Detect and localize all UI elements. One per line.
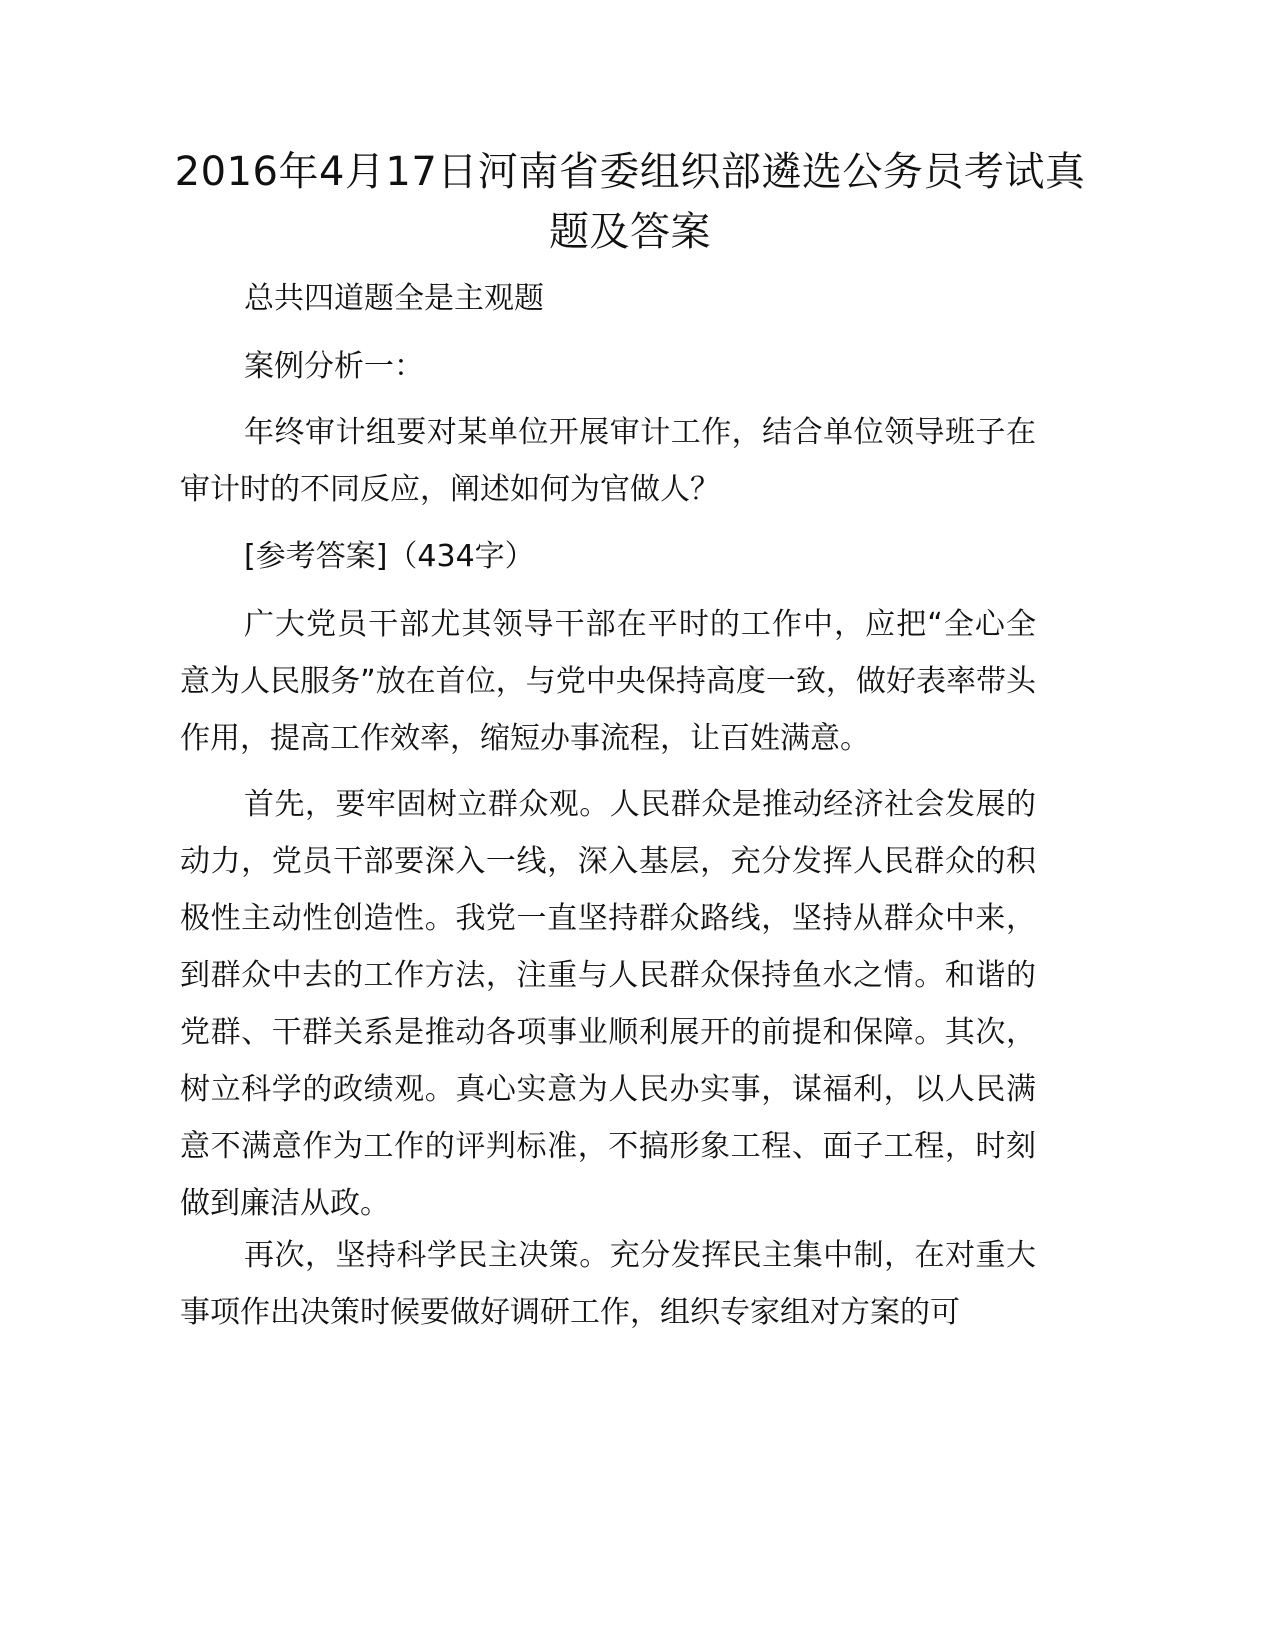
case-heading: 案例分析一： [244, 349, 424, 384]
intro-paragraph: 总共四道题全是主观题 [244, 281, 544, 316]
answer-heading: [参考答案]（434字） [244, 539, 535, 574]
answer-paragraph-1: 广大党员干部尤其领导干部在平时的工作中，应把“全心全意为人民服务”放在首位，与党中央保持高度一致，做好表率带头作用，提高工作效率，缩短办事流程，让百姓满意。 [180, 607, 1036, 756]
document-title: 2016年4月17日河南省委组织部遴选公务员考试真题及答案 [174, 149, 1086, 255]
question-paragraph: 年终审计组要对某单位开展审计工作，结合单位领导班子在审计时的不同反应，阐述如何为官做人？ [180, 415, 1036, 507]
answer-paragraph-2: 首先，要牢固树立群众观。人民群众是推动经济社会发展的动力，党员干部要深入一线，深入基层，充分发挥人民群众的积极性主动性创造性。我党一直坚持群众路线，坚持从群众中来，到群众中去的工作方法，注重与人民群众保持鱼水之情。和谐的党群、干群关系是推动各项事业顺利展开的前提和保障。其次，树立科学的政绩观。真心实意为人民办实事，谋福利，以人民满意不满意作为工作的评判标准，不搞形象工程、面子工程，时刻做到廉洁从政。 [180, 787, 1036, 1221]
answer-paragraph-3: 再次，坚持科学民主决策。充分发挥民主集中制，在对重大事项作出决策时候要做好调研工作，组织专家组对方案的可 [180, 1238, 1036, 1330]
